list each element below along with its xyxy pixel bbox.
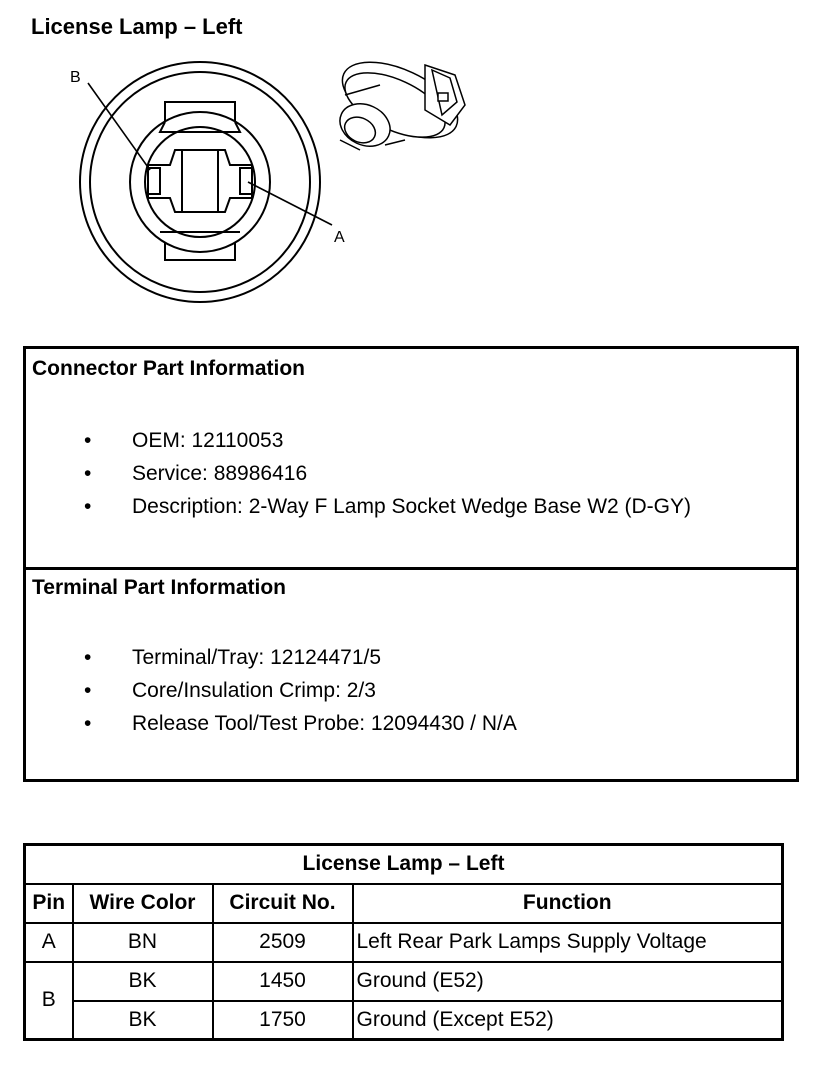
connector-heading: Connector Part Information xyxy=(32,357,306,380)
header-pin: Pin xyxy=(25,884,73,923)
cell-pin: A xyxy=(25,923,73,962)
terminal-crimp: Core/Insulation Crimp: 2/3 xyxy=(132,679,376,702)
cell-circuit: 2509 xyxy=(213,923,353,962)
cell-circuit: 1450 xyxy=(213,962,353,1001)
label-b: B xyxy=(70,69,81,86)
pinout-table xyxy=(23,843,784,1041)
cell-pin: B xyxy=(25,962,73,1040)
connector-diagram xyxy=(60,50,480,310)
connector-face-view xyxy=(80,62,320,302)
socket-isometric-view xyxy=(331,50,469,154)
terminal-tray: Terminal/Tray: 12124471/5 xyxy=(132,646,382,669)
connector-part-information xyxy=(26,349,796,570)
cell-wire: BK xyxy=(73,1001,213,1040)
table-row xyxy=(25,923,783,962)
terminal-heading: Terminal Part Information xyxy=(32,576,286,599)
callout-lines xyxy=(88,83,332,225)
label-a: A xyxy=(334,229,345,246)
bullet-icon: • xyxy=(84,495,92,518)
connector-oem: OEM: 12110053 xyxy=(132,429,284,452)
bullet-icon: • xyxy=(84,646,92,669)
terminal-part-information xyxy=(26,568,796,782)
table-header-row xyxy=(25,884,783,923)
cell-function: Ground (E52) xyxy=(353,962,783,1001)
terminal-release-tool: Release Tool/Test Probe: 12094430 / N/A xyxy=(132,712,517,735)
connector-service: Service: 88986416 xyxy=(132,462,308,485)
bullet-icon: • xyxy=(84,679,92,702)
cell-wire: BK xyxy=(73,962,213,1001)
table-row xyxy=(25,1001,783,1040)
cell-circuit: 1750 xyxy=(213,1001,353,1040)
bullet-icon: • xyxy=(84,429,92,452)
bullet-icon: • xyxy=(84,712,92,735)
bullet-icon: • xyxy=(84,462,92,485)
cell-function: Left Rear Park Lamps Supply Voltage xyxy=(353,923,783,962)
connector-description: Description: 2-Way F Lamp Socket Wedge Base W2 (D-GY) xyxy=(132,495,692,518)
header-wire-color: Wire Color xyxy=(73,884,213,923)
part-information-panel xyxy=(23,346,799,782)
header-circuit: Circuit No. xyxy=(213,884,353,923)
cell-wire: BN xyxy=(73,923,213,962)
header-function: Function xyxy=(353,884,783,923)
page-title: License Lamp – Left xyxy=(31,14,243,39)
cell-function: Ground (Except E52) xyxy=(353,1001,783,1040)
table-row xyxy=(25,962,783,1001)
table-caption: License Lamp – Left xyxy=(25,845,783,884)
